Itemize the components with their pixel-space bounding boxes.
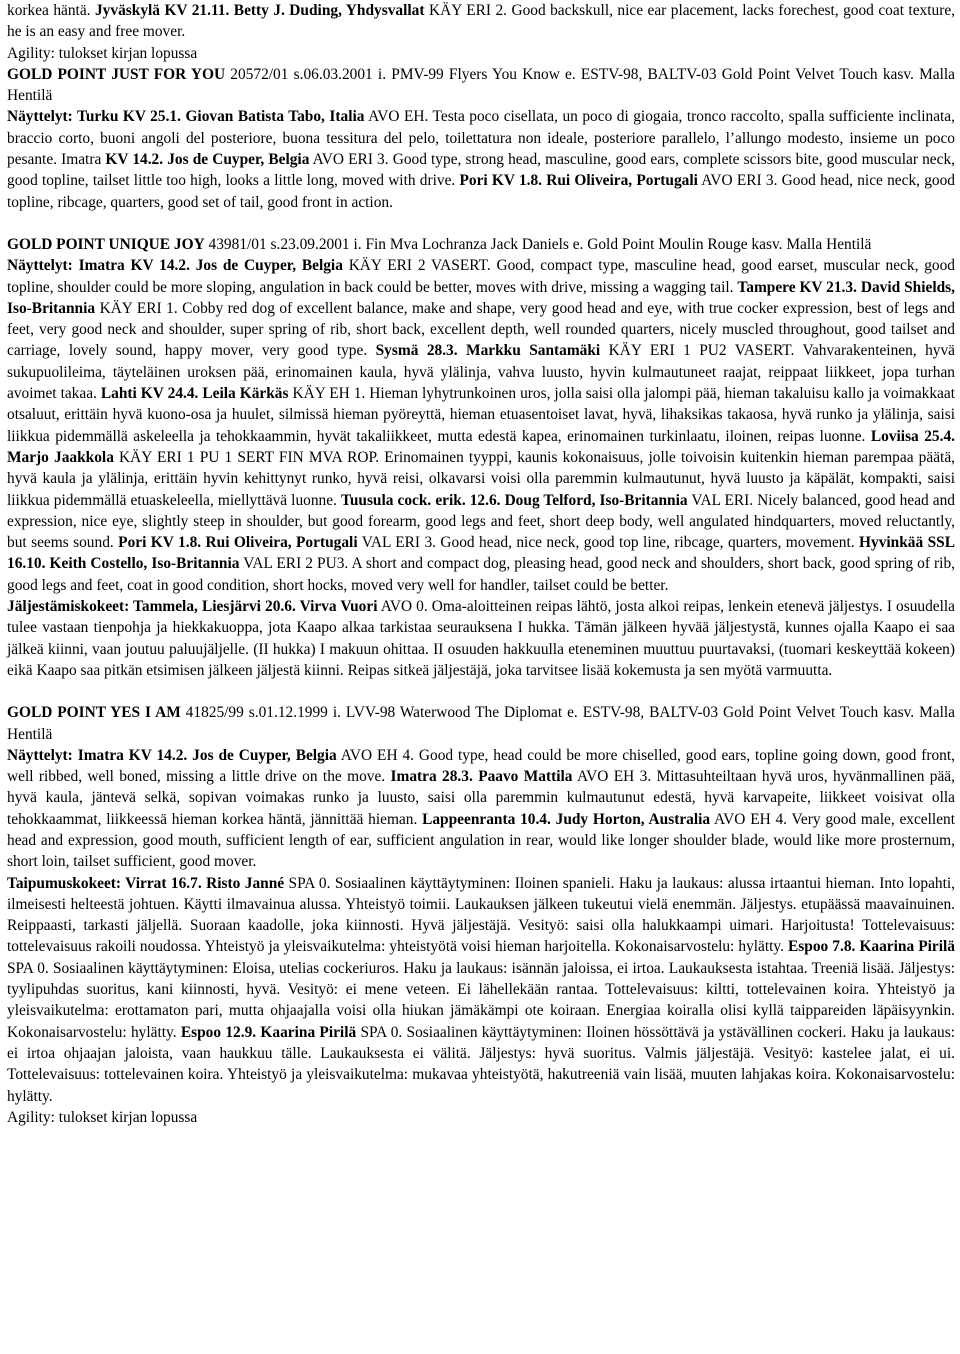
text-run: 20572/01 s.06.03.2001 i. PMV-99 Flyers You Know e. ESTV-98, BALTV-03 Gold Point Velvet Touch kasv. Malla Hentilä bbox=[7, 65, 955, 105]
text-run: Agility: tulokset kirjan lopussa bbox=[7, 44, 198, 62]
text-run: AVO EH 4. Very good male, excellent head and expression, good mouth, sufficient length of ear, sufficient angulation in rear, would like longer shoulder blade, would like more prosternum, short loin, tailset sufficient, good mover. bbox=[7, 810, 955, 871]
bold-text-run: Jäljestämiskokeet: Tammela, Liesjärvi 20.6. Virva Vuori bbox=[7, 598, 378, 616]
text-run: SPA 0. Sosiaalinen käyttäytyminen: Eloisa, utelias cockeriuros. Haku ja laukaus: isännän jaloissa, ei irtoa. Laukauksesta istahtaa. Treeniä lisää. Jäljestys: tyylipuhdas suoritus, kani kiinnosti, hyvä. Vesityö: ei mene veteen. Ei lähellekään rantaa. Tottelevaisuus: kiltti, tottelevainen koira. Yhteistyö ja yleisvaikutelma: erottamaton pari, mutta ohjaajalla voisi olla hiukan jämäkämpi ote koiraan. Energiaa koiralla olisi kyllä taippareiden läpäisyynkin. Kokonaisarvostelu: hylätty. bbox=[7, 959, 955, 1041]
bold-text-run: Hyvinkää SSL 16.10. Keith Costello, Iso-Britannia bbox=[7, 534, 955, 573]
paragraph bbox=[7, 43, 955, 64]
text-run: SPA 0. Sosiaalinen käyttäytyminen: Iloinen hössöttävä ja ystävällinen cockeri. Haku ja laukaus: ei irtoa ohjaajan jaloista, vaan haukkuu tälle. Laukauksesta ei välitä. Jäljestys: hyvä suoritus. Valmis jäljestäjä. Vesityö: kastelee jalat, ei ui. Tottelevaisuus: tottelevainen koira. Yhteistyö ja yleisvaikutelma: mukavaa yhteistyötä, hakutreeniä vain lisää, muuten lahjakas koira. Kokonaisarvostelu: hylätty. bbox=[7, 1023, 955, 1105]
text-run: AVO EH 4. Good type, head could be more chiselled, good ears, topline going down, good front, well ribbed, well boned, missing a little drive on the move. bbox=[7, 746, 955, 786]
text-run: AVO 0. Oma-aloitteinen reipas lähtö, josta alkoi reipas, lenkein etenevä jäljestys. I osuudella tulee vastaan tienpohja ja hiekkakuoppa, jota Kaapo alkaa tarkistaa seurauksena I hukka. Tämän jälkeen hyvää jäljestystä, kunnes ojalla Kaapo ei saa jälkeä kiinni, vaan joutuu paluujäljelle. (II hukka) I makuun ohittaa. II osuuden hakkuulla eteneminen muuttuu puurtavaksi, (tuomari keskeyttää kokeen) eikä Kaapo saa pitkän etsimisen jälkeen jäljestä kiinni. Reipas sitkeä jäljestäjä, joka tarvitsee lisää kokemusta ja sen myötä varmuutta. bbox=[7, 598, 956, 679]
text-run: KÄY ERI 1. Cobby red dog of excellent balance, make and shape, very good head and eye, with true cocker expression, best of legs and feet, very good neck and shoulder, super spring of rib, short back, excellent depth, well rounded quarters, nicely muscled throughout, good tailset and carriage, lovely sound, happy mover, very good type. bbox=[7, 299, 955, 360]
bold-text-run: GOLD POINT UNIQUE JOY bbox=[7, 235, 205, 253]
bold-text-run: GOLD POINT YES I AM bbox=[7, 704, 181, 722]
paragraph bbox=[7, 64, 955, 107]
bold-text-run: Pori KV 1.8. Rui Oliveira, Portugali bbox=[118, 534, 358, 552]
paragraph bbox=[7, 596, 955, 681]
text-run: 43981/01 s.23.09.2001 i. Fin Mva Lochranza Jack Daniels e. Gold Point Moulin Rouge kasv. Malla Hentilä bbox=[204, 235, 872, 253]
document-page bbox=[7, 0, 955, 1128]
bold-text-run: GOLD POINT JUST FOR YOU bbox=[7, 65, 226, 83]
paragraph bbox=[7, 1107, 955, 1128]
paragraph bbox=[7, 255, 955, 596]
bold-text-run: Espoo 7.8. Kaarina Pirilä bbox=[788, 938, 955, 956]
bold-text-run: Tuusula cock. erik. 12.6. Doug Telford, Iso-Britannia bbox=[340, 491, 688, 509]
text-run: AVO EH 3. Mittasuhteiltaan hyvä uros, hyvänmallinen pää, hyvä kaula, jäntevä selkä, sopivan voimakas runko ja luusto, saisi olla paremmin kulmautunut edestä, hyvä karvapeite, liikkeet voisivat olla tehokkaammat, liikkeessä hieman korkea häntä, jännittää hieman. bbox=[7, 768, 955, 828]
bold-text-run: Loviisa 25.4. Marjo Jaakkola bbox=[7, 427, 955, 466]
text-run: Agility: tulokset kirjan lopussa bbox=[7, 1108, 198, 1126]
bold-text-run: Imatra 28.3. Paavo Mattila bbox=[390, 768, 573, 786]
bold-text-run: Sysmä 28.3. Markku Santamäki bbox=[375, 342, 601, 360]
paragraph-gap bbox=[7, 681, 955, 702]
paragraph bbox=[7, 873, 955, 1107]
text-run: VAL ERI 3. Good head, nice neck, good top line, ribcage, quarters, movement. bbox=[357, 534, 860, 552]
bold-text-run: Näyttelyt: Imatra KV 14.2. Jos de Cuyper, Belgia bbox=[7, 746, 337, 764]
text-run: KÄY ERI 1 PU2 VASERT. Vahvarakenteinen, hyvä sukupuolileima, täyteläinen uroksen pää, erinomainen kaula, hyvä ylälinja, vahva luusto, hyvin kulmautuneet raajat, reippaat liikkeet, jopa turhan avoimet takaa. bbox=[7, 342, 955, 403]
text-run: VAL ERI 2 PU3. A short and compact dog, pleasing head, good neck and shoulders, short back, good spring of rib, good legs and feet, coat in good condition, short hocks, moved very well for handler, tailset could be better. bbox=[7, 555, 956, 594]
bold-text-run: Espoo 12.9. Kaarina Pirilä bbox=[180, 1023, 357, 1041]
text-run: KÄY ERI 2. Good backskull, nice ear placement, lacks forechest, good coat texture, he is an easy and free mover. bbox=[7, 2, 956, 41]
text-run: AVO EH. Testa poco cisellata, un poco di giogaia, tronco raccolto, spalla sufficiente inclinata, braccio corto, buoni angoli del posteriore, buona tessitura del pelo, toilettatura non ideale, posteriore parallelo, l’allungo modesto, insieme un poco pesante. Imatra bbox=[7, 108, 955, 169]
bold-text-run: Näyttelyt: Imatra KV 14.2. Jos de Cuyper, Belgia bbox=[7, 257, 343, 275]
paragraph bbox=[7, 234, 955, 255]
text-run: KÄY ERI 1 PU 1 SERT FIN MVA ROP. Erinomainen tyyppi, kaunis kokonaisuus, jolle toivoisin kuitenkin hieman parempaa päätä, hyvä kaula ja ylälinja, erittäin hyvin kehittynyt runko, hyvä reisi, olkavarsi voisi olla paremmin kulmautunut, hyvä luusto ja käpälät, kompakti, saisi liikkua pidemmällä etuaskeleella, miellyttävä luonne. bbox=[7, 448, 955, 509]
bold-text-run: Jyväskylä KV 21.11. Betty J. Duding, Yhdysvallat bbox=[94, 2, 425, 19]
text-run: KÄY ERI 2 VASERT. Good, compact type, masculine head, good earset, muscular neck, good topline, shoulder could be more sloping, angulation in back could be better, moves with drive, missing a wagging tail. bbox=[7, 257, 955, 296]
bold-text-run: Lappeenranta 10.4. Judy Horton, Australia bbox=[422, 810, 711, 828]
text-run: KÄY EH 1. Hieman lyhytrunkoinen uros, jolla saisi olla jalompi pää, hieman takaluisu kallo ja voimakkaat otsaluut, erittäin hyvä kuono-osa ja huulet, silmissä hieman pyöreyttä, hieman etuasentoiset lavat, hyvä, lihaksikas takaosa, hyvä runko ja ylälinja, saisi liikkua pidemmällä askeleella ja tehokkaammin, hyvät takaliikkeet, mutta edestä kapea, erinomainen turkinlaatu, iloinen, reipas luonne. bbox=[7, 385, 955, 445]
paragraph bbox=[7, 702, 955, 745]
text-run: SPA 0. Sosiaalinen käyttäytyminen: Iloinen spanieli. Haku ja laukaus: alussa irtaantui hieman. Into lopahti, ilmeisesti helteestä johtuen. Käytti ilmavainua alussa. Yhteistyö toimii. Laukauksen jälkeen tukeutui vielä enemmän. Jäljestys. etupäässä maavainuinen. Reippaasti, tarkasti jäljellä. Suoraan kaadolle, joka kiinnosti. Hyvä jäljestäjä. Vesityö: saisi olla halukkaampi uimari. Harjoitusta! Tottelevaisuus: tottelevaisuus rakoili noudossa. Yhteistyö ja yleisvaikutelma: yhteistyötä voisi hieman harjoitella. Kokonaisarvostelu: hylätty. bbox=[7, 874, 956, 956]
text-run: AVO ERI 3. Good head, nice neck, good topline, ribcage, quarters, good set of tail, good front in action. bbox=[7, 172, 955, 211]
bold-text-run: Näyttelyt: Turku KV 25.1. Giovan Batista Tabo, Italia bbox=[7, 108, 365, 126]
paragraph-gap bbox=[7, 213, 955, 234]
paragraph bbox=[7, 106, 955, 212]
text-run: 41825/99 s.01.12.1999 i. LVV-98 Waterwood The Diplomat e. ESTV-98, BALTV-03 Gold Point Velvet Touch kasv. Malla Hentilä bbox=[7, 704, 955, 743]
text-run: korkea häntä. bbox=[7, 2, 95, 19]
text-run: AVO ERI 3. Good type, strong head, masculine, good ears, complete scissors bite, good muscular neck, good topline, tailset little too high, looks a little long, moved with drive. bbox=[7, 151, 955, 190]
paragraph bbox=[7, 745, 955, 873]
bold-text-run: KV 14.2. Jos de Cuyper, Belgia bbox=[105, 151, 310, 169]
bold-text-run: Taipumuskokeet: Virrat 16.7. Risto Janné bbox=[7, 874, 285, 892]
bold-text-run: Pori KV 1.8. Rui Oliveira, Portugali bbox=[459, 172, 698, 190]
paragraph bbox=[7, 0, 955, 43]
bold-text-run: Tampere KV 21.3. David Shields, Iso-Britannia bbox=[7, 278, 955, 317]
text-run: VAL ERI. Nicely balanced, good head and expression, nice eye, slightly steep in shoulder, but good forearm, good legs and feet, short deep body, well angulated hindquarters, moved reluctantly, but seems sound. bbox=[7, 491, 956, 552]
bold-text-run: Lahti KV 24.4. Leila Kärkäs bbox=[100, 385, 289, 403]
